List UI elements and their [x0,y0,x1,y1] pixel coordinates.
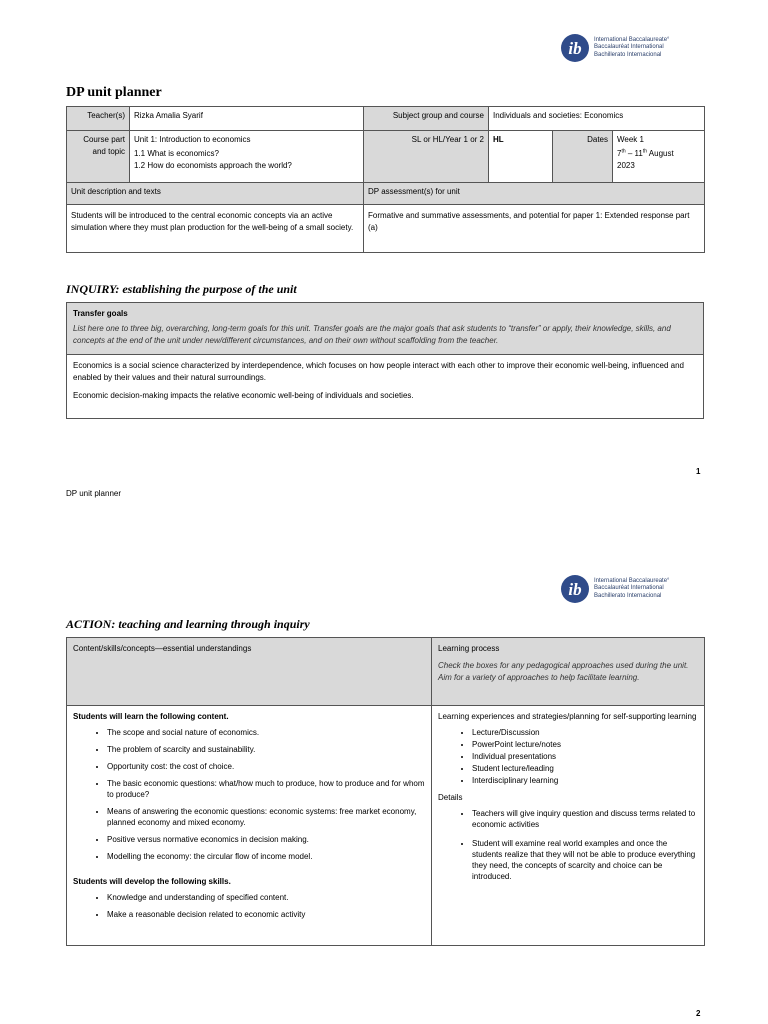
content-item: • Means of answering the economic questions: economic systems: free market economy, planned economy and mixed economy. [107,806,425,828]
details-item: • Teachers will give inquiry question and discuss terms related to economic activities [472,808,698,830]
transfer-goals-table [66,302,704,419]
ib-logo-mark: ib [568,39,582,58]
details-list [438,808,698,882]
teacher-value: Rizka Amalia Syarif [130,107,364,131]
unit-description-label: Unit description and texts [67,183,364,205]
assessment-label: DP assessment(s) for unit [364,183,705,205]
page-number-2: 2 [696,1009,701,1018]
dates-week: Week 1 [617,135,644,144]
page-number-1: 1 [696,467,701,476]
content-header: Content/skills/concepts—essential understandings [67,638,432,706]
experience-item: • Student lecture/leading [472,763,698,774]
logo-line-3: Bachillerato Internacional [594,592,662,599]
page-title: DP unit planner [66,85,162,100]
logo-line-2: Baccalauréat International [594,585,664,592]
dates-start: 7 [617,149,622,158]
details-label: Details [438,793,463,802]
logo-line-2: Baccalauréat International [594,44,664,51]
course-topic-1: 1.1 What is economics? [134,149,219,158]
unit-info-table [66,106,705,253]
transfer-goals-label: Transfer goals [73,309,128,318]
skills-intro: Students will develop the following skills. [73,877,231,886]
ib-logo-icon [560,33,590,63]
dates-range [617,148,700,160]
experience-list [438,727,698,786]
learning-process-body [432,706,705,946]
experience-item: • Individual presentations [472,751,698,762]
teacher-label: Teacher(s) [67,107,130,131]
skills-item: • Make a reasonable decision related to economic activity [107,909,425,920]
experiences-label: Learning experiences and strategies/planning for self-supporting learning [438,712,697,721]
content-item: • The scope and social nature of economics. [107,727,425,738]
content-list [73,727,425,862]
ib-logo-text-page2 [594,578,669,601]
ib-logo-icon-page2 [560,574,590,604]
content-item: • Positive versus normative economics in decision making. [107,834,425,845]
logo-line-1: International Baccalaureate° [594,36,670,43]
logo-line-3: Bachillerato Internacional [594,51,662,58]
course-label: Course part and topic [67,131,130,183]
ib-logo-mark-page2: ib [568,580,582,599]
experience-item: • Lecture/Discussion [472,727,698,738]
sl-hl-label: SL or HL/Year 1 or 2 [364,131,489,183]
subject-label: Subject group and course [364,107,489,131]
content-item: • The problem of scarcity and sustainability. [107,744,425,755]
learning-process-header [432,638,705,706]
dates-value [613,131,705,183]
transfer-goals-body [67,355,704,419]
assessment-text: Formative and summative assessments, and potential for paper 1: Extended response part (a) [364,205,705,253]
learning-process-instruction: Check the boxes for any pedagogical approaches used during the unit. Aim for a variety of approaches to help facilitate learning. [438,661,689,682]
details-item: • Student will examine real world examples and once the students realize that they will not be able to produce everything they need, the concepts of scarcity and choice can be introduced. [472,838,698,882]
dates-month: August [647,149,674,158]
course-value [130,131,364,183]
action-heading: ACTION: teaching and learning through inquiry [66,617,310,631]
dates-year: 2023 [617,161,635,170]
experience-item: • Interdisciplinary learning [472,775,698,786]
page-footer: DP unit planner [66,489,121,498]
content-item: • Modelling the economy: the circular flow of income model. [107,851,425,862]
skills-item: • Knowledge and understanding of specified content. [107,892,425,903]
subject-value: Individuals and societies: Economics [489,107,705,131]
content-item: • The basic economic questions: what/how much to produce, how to produce and for whom to produce? [107,778,425,800]
ib-logo-page2 [560,574,669,604]
transfer-goal-2: Economic decision-making impacts the relative economic well-being of individuals and societies. [73,391,414,400]
skills-list [73,892,425,920]
dates-label: Dates [553,131,613,183]
transfer-goals-instruction: List here one to three big, overarching, long-term goals for this unit. Transfer goals are the major goals that ask students to “transfer” or apply, their knowledge, skills, and concepts at the end of the unit under new/different circumstances, and on their own without scaffolding from the teacher. [73,324,671,345]
learning-process-label: Learning process [438,644,500,653]
unit-description-text: Students will be introduced to the central economic concepts via an active simulation where they must plan production for the well-being of a small society. [67,205,364,253]
dates-dash: – 11 [625,149,643,158]
sl-hl-value: HL [489,131,553,183]
content-item: • Opportunity cost: the cost of choice. [107,761,425,772]
content-body [67,706,432,946]
action-table [66,637,705,946]
inquiry-heading: INQUIRY: establishing the purpose of the unit [66,282,297,296]
transfer-goals-header [67,303,704,355]
course-unit: Unit 1: Introduction to economics [134,135,251,144]
logo-line-1: International Baccalaureate° [594,577,670,584]
transfer-goal-1: Economics is a social science characterized by interdependence, which focuses on how people interact with each other to improve their economic well-being, influenced and enabled by their values and their natural surroundings. [73,361,685,382]
ib-logo-text [594,37,669,60]
dates-start-sup: th [621,148,626,155]
ib-logo [560,33,669,63]
content-intro: Students will learn the following content. [73,712,229,721]
course-topic-2: 1.2 How do economists approach the world? [134,161,292,170]
dates-end-sup: th [642,148,647,155]
experience-item: • PowerPoint lecture/notes [472,739,698,750]
